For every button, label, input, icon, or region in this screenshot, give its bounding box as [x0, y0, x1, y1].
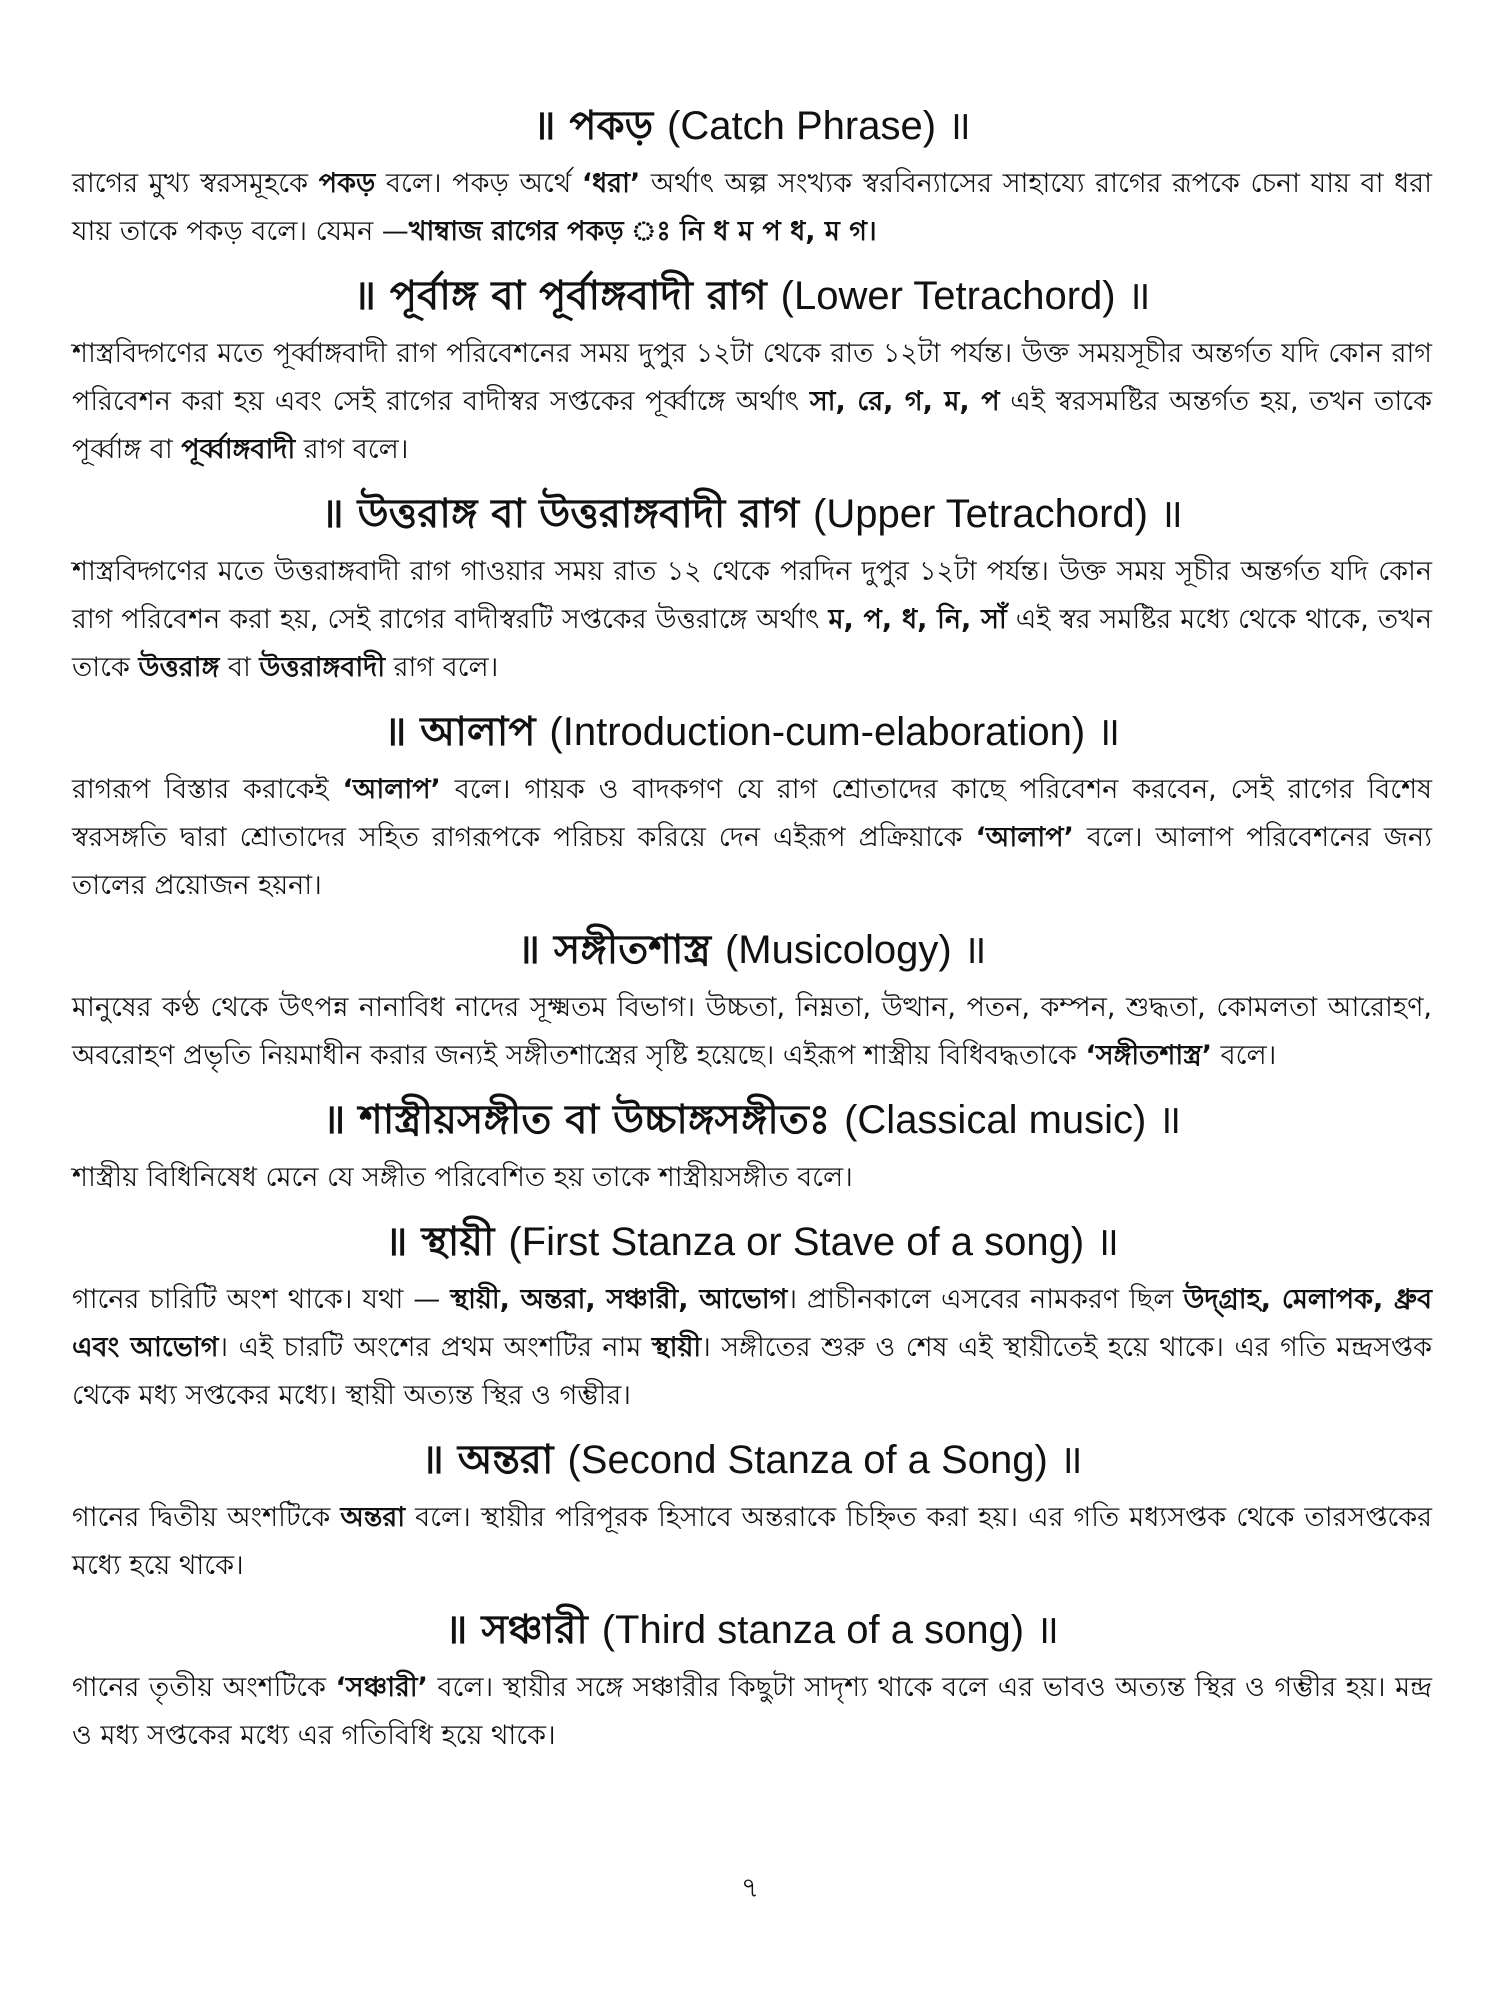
- paragraph-text: মানুষের কণ্ঠ থেকে উৎপন্ন নানাবিধ নাদের সূক্ষ্মতম বিভাগ। উচ্চতা, নিম্নতা, উত্থান, পতন, কম্পন, শুদ্ধতা, কোমলতা আরোহণ, অবরোহণ প্রভৃতি নিয়মাধীন করার জন্যই সঙ্গীতশাস্ত্রের সৃষ্টি হয়েছে। এইরূপ শাস্ত্রীয় বিধিবদ্ধতাকে: [72, 992, 1432, 1071]
- section-paragraph: [72, 1154, 1432, 1202]
- bold-term: খাম্বাজ রাগের পকড় ঃ নি ধ ম প ধ, ম গ।: [408, 216, 877, 247]
- bold-term: সা, রে, গ, ম, প: [809, 386, 1000, 417]
- heading-bengali: ॥ আলাপ: [383, 709, 550, 755]
- paragraph-text: । প্রাচীনকালে এসবের নামকরণ ছিল: [787, 1284, 1184, 1315]
- paragraph-text: । সঙ্গীতের শুরু ও শেষ এই স্থায়ীতেই হয়ে থাকে। এর গতি মন্দ্রসপ্তক থেকে মধ্য সপ্তকের মধ্যে। স্থায়ী অত্যন্ত স্থির ও গম্ভীর।: [72, 1332, 1432, 1411]
- section-heading: [72, 484, 1432, 544]
- section-heading: [72, 96, 1432, 156]
- heading-bengali: ॥ উত্তরাঙ্গ বা উত্তরাঙ্গবাদী রাগ: [320, 491, 813, 537]
- section-paragraph: [72, 548, 1432, 692]
- paragraph-text: এই স্বরসমষ্টির অন্তর্গত হয়, তখন তাকে পূর্ব্বাঙ্গ বা: [72, 386, 1432, 465]
- heading-english: (Second Stanza of a Song) ॥: [567, 1438, 1083, 1482]
- heading-bengali: ॥ সঙ্গীতশাস্ত্র: [517, 927, 725, 973]
- section: [72, 1212, 1432, 1420]
- heading-english: (First Stanza or Stave of a song) ॥: [508, 1220, 1120, 1264]
- heading-bengali: ॥ পকড়: [532, 103, 668, 149]
- paragraph-text: গানের দ্বিতীয় অংশটিকে: [72, 1502, 341, 1533]
- paragraph-text: বা: [219, 652, 260, 683]
- bold-term: ‘আলাপ’: [975, 822, 1074, 853]
- section-paragraph: [72, 1664, 1432, 1760]
- heading-bengali: ॥ অন্তরা: [421, 1437, 568, 1483]
- paragraph-text: রাগরূপ বিস্তার করাকেই: [72, 774, 343, 805]
- bold-term: উত্তরাঙ্গবাদী: [259, 652, 386, 683]
- paragraph-text: বলে।: [1212, 1040, 1277, 1071]
- heading-bengali: ॥ স্থায়ী: [384, 1219, 509, 1265]
- sections-container: [72, 96, 1432, 1760]
- section-heading: [72, 1600, 1432, 1660]
- section-heading: [72, 1212, 1432, 1272]
- paragraph-text: শাস্ত্রবিদ্গণের মতে উত্তরাঙ্গবাদী রাগ গাওয়ার সময় রাত ১২ থেকে পরদিন দুপুর ১২টা পর্যন্ত। উক্ত সময় সূচীর অন্তর্গত যদি কোন রাগ পরিবেশন করা হয়, সেই রাগের বাদীস্বরটি সপ্তকের উত্তরাঙ্গে অর্থাৎ: [72, 556, 1432, 635]
- paragraph-text: বলে। পকড় অর্থে: [375, 168, 582, 199]
- paragraph-text: বলে। স্থায়ীর পরিপূরক হিসাবে অন্তরাকে চিহ্নিত করা হয়। এর গতি মধ্যসপ্তক থেকে তারসপ্তকের মধ্যে হয়ে থাকে।: [72, 1502, 1433, 1581]
- paragraph-text: গানের চারিটি অংশ থাকে। যথা —: [72, 1284, 451, 1315]
- section-paragraph: [72, 1494, 1432, 1590]
- paragraph-text: অর্থাৎ অল্প সংখ্যক স্বরবিন্যাসের সাহায্যে রাগের রূপকে চেনা যায় বা ধরা যায় তাকে পকড় বলে। যেমন —: [72, 168, 1432, 247]
- bold-term: উদ্গ্রাহ, মেলাপক, ধ্রুব এবং আভোগ: [72, 1284, 1432, 1363]
- section: [72, 96, 1432, 256]
- section: [72, 266, 1432, 474]
- bold-term: অন্তরা: [340, 1502, 406, 1533]
- bold-term: ‘আলাপ’: [342, 774, 441, 805]
- paragraph-text: গানের তৃতীয় অংশটিকে: [72, 1672, 336, 1703]
- bold-term: ‘সঙ্গীতশাস্ত্র’: [1085, 1040, 1213, 1071]
- heading-english: (Upper Tetrachord) ॥: [813, 492, 1184, 536]
- paragraph-text: বলে। গায়ক ও বাদকগণ যে রাগ শ্রোতাদের কাছে পরিবেশন করবেন, সেই রাগের বিশেষ স্বরসঙ্গতি দ্বারা শ্রোতাদের সহিত রাগরূপকে পরিচয় করিয়ে দেন এইরূপ প্রক্রিয়াকে: [72, 774, 1432, 853]
- section-paragraph: [72, 160, 1432, 256]
- section-heading: [72, 702, 1432, 762]
- bold-term: ‘ধরা’: [581, 168, 641, 199]
- paragraph-text: । এই চারটি অংশের প্রথম অংশটির নাম: [218, 1332, 652, 1363]
- paragraph-text: শাস্ত্রীয় বিধিনিষেধ মেনে যে সঙ্গীত পরিবেশিত হয় তাকে শাস্ত্রীয়সঙ্গীত বলে।: [72, 1162, 853, 1193]
- paragraph-text: রাগ বলে।: [385, 652, 499, 683]
- page-number: ৭: [740, 1871, 760, 1904]
- heading-bengali: ॥ শাস্ত্রীয়সঙ্গীত বা উচ্চাঙ্গসঙ্গীতঃ: [322, 1097, 845, 1143]
- section-heading: [72, 1090, 1432, 1150]
- section: [72, 1430, 1432, 1590]
- paragraph-text: রাগ বলে।: [295, 434, 409, 465]
- section: [72, 1090, 1432, 1202]
- section: [72, 1600, 1432, 1760]
- paragraph-text: শাস্ত্রবিদ্গণের মতে পূর্ব্বাঙ্গবাদী রাগ পরিবেশনের সময় দুপুর ১২টা থেকে রাত ১২টা পর্যন্ত। উক্ত সময়সূচীর অন্তর্গত যদি কোন রাগ পরিবেশন করা হয় এবং সেই রাগের বাদীস্বর সপ্তকের পূর্ব্বাঙ্গে অর্থাৎ: [72, 338, 1432, 417]
- bold-term: পকড়: [318, 168, 376, 199]
- section-heading: [72, 266, 1432, 326]
- paragraph-text: বলে। আলাপ পরিবেশনের জন্য তালের প্রয়োজন হয়না।: [72, 822, 1432, 901]
- bold-term: ম, প, ধ, নি, সাঁ: [828, 604, 1007, 635]
- bold-term: স্থায়ী: [651, 1332, 702, 1363]
- heading-english: (Lower Tetrachord) ॥: [780, 274, 1151, 318]
- section-heading: [72, 920, 1432, 980]
- heading-bengali: ॥ পূর্বাঙ্গ বা পূর্বাঙ্গবাদী রাগ: [353, 273, 781, 319]
- section-paragraph: [72, 1276, 1432, 1420]
- bold-term: উত্তরাঙ্গ: [138, 652, 220, 683]
- section-heading: [72, 1430, 1432, 1490]
- bold-term: স্থায়ী, অন্তরা, সঞ্চারী, আভোগ: [450, 1284, 788, 1315]
- section-paragraph: [72, 330, 1432, 474]
- paragraph-text: এই স্বর সমষ্টির মধ্যে থেকে থাকে, তখন তাকে: [72, 604, 1432, 683]
- section-paragraph: [72, 766, 1432, 910]
- section: [72, 484, 1432, 692]
- heading-english: (Introduction-cum-elaboration) ॥: [549, 710, 1121, 754]
- paragraph-text: বলে। স্থায়ীর সঙ্গে সঞ্চারীর কিছুটা সাদৃশ্য থাকে বলে এর ভাবও অত্যন্ত স্থির ও গম্ভীর হয়। মন্দ্র ও মধ্য সপ্তকের মধ্যে এর গতিবিধি হয়ে থাকে।: [72, 1672, 1432, 1751]
- section: [72, 920, 1432, 1080]
- heading-english: (Musicology) ॥: [724, 928, 987, 972]
- bold-term: পূর্ব্বাঙ্গবাদী: [181, 434, 296, 465]
- heading-bengali: ॥ সঞ্চারী: [444, 1607, 602, 1653]
- paragraph-text: রাগের মুখ্য স্বরসমূহকে: [72, 168, 319, 199]
- heading-english: (Classical music) ॥: [844, 1098, 1182, 1142]
- section-paragraph: [72, 984, 1432, 1080]
- section: [72, 702, 1432, 910]
- heading-english: (Third stanza of a song) ॥: [601, 1608, 1060, 1652]
- bold-term: ‘সঞ্চারী’: [335, 1672, 428, 1703]
- heading-english: (Catch Phrase) ॥: [667, 104, 972, 148]
